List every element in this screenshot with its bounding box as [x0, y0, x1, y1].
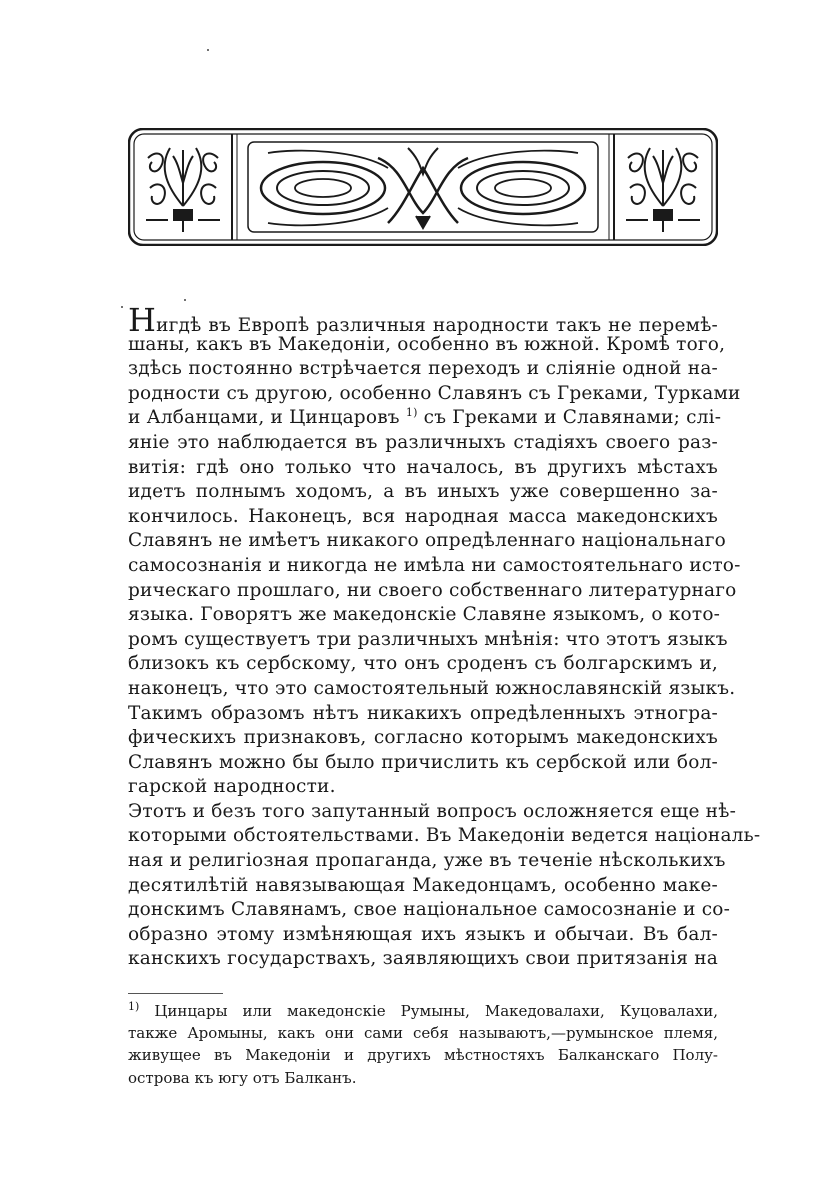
text-line: витія: гдѣ оно только что началось, въ другихъ мѣстахъ [128, 456, 718, 478]
text-line: десятилѣтій навязывающая Македонцамъ, особенно маке- [128, 874, 718, 896]
text-line: Этотъ и безъ того запутанный вопросъ осложняется еще нѣ- [128, 800, 737, 822]
text-line: образно этому измѣняющая ихъ языкъ и обычаи. Въ бал- [128, 923, 718, 945]
text-line: и Албанцами, и Цинцаровъ $^{1)}$ съ Греками и Славянами; слі- [128, 406, 722, 429]
text-line: идетъ полнымъ ходомъ, а въ иныхъ уже совершенно за- [128, 481, 718, 503]
right-lily-ornament [626, 148, 700, 232]
scan-speck [121, 306, 123, 308]
central-interlace-ornament [261, 148, 585, 228]
footnote-line: также Аромыны, какъ они сами себя называютъ,—румынское племя, [128, 1024, 718, 1043]
drop-cap: Н [128, 301, 157, 339]
text-line: рическаго прошлаго, ни своего собственнаго литературнаго [128, 579, 737, 601]
footnote-line: $^{1)}$ Цинцары или македонскіе Румыны, Македовалахи, Куцовалахи, [128, 1000, 718, 1020]
main-text [128, 301, 761, 972]
left-lily-ornament [146, 148, 220, 232]
text-line: Славянъ можно бы было причислить къ сербской или бол- [128, 751, 718, 773]
text-line: Нигдѣ въ Европѣ различныя народности такъ не перемѣ- [128, 301, 718, 339]
text-line: кончилось. Наконецъ, вся народная масса македонскихъ [128, 505, 718, 527]
text-line: гарской народности. [128, 776, 336, 798]
text-line: которыми обстоятельствами. Въ Македоніи ведется національ- [128, 825, 761, 847]
footnote-divider [128, 993, 223, 994]
footnote-marker: 1) [128, 1000, 140, 1013]
text-line: наконецъ, что это самостоятельный южнославянскій языкъ. [128, 677, 736, 699]
text-line: Славянъ не имѣетъ никакого опредѣленнаго національнаго [128, 530, 726, 552]
text-line: языка. Говорятъ же македонскіе Славяне языкомъ, о кото- [128, 604, 721, 626]
text-line: фическихъ признаковъ, согласно которымъ македонскихъ [128, 727, 718, 749]
footnote-ref[interactable]: 1) [405, 406, 418, 420]
footnote-line: живущее въ Македоніи и другихъ мѣстностяхъ Балканскаго Полу- [128, 1046, 718, 1065]
text-line: самосознанія и никогда не имѣла ни самостоятельнаго исто- [128, 554, 741, 576]
ornamental-headpiece [128, 128, 718, 246]
text-line: шаны, какъ въ Македоніи, особенно въ южной. Кромѣ того, [128, 333, 726, 355]
text-line: Такимъ образомъ нѣтъ никакихъ опредѣленныхъ этногра- [128, 702, 718, 724]
text-line: яніе это наблюдается въ различныхъ стадіяхъ своего раз- [128, 431, 718, 453]
scan-speck [207, 49, 209, 51]
text-line: близокъ къ сербскому, что онъ сроденъ съ болгарскимъ и, [128, 653, 718, 675]
footnote [128, 1000, 718, 1089]
text-line: ромъ существуетъ три различныхъ мнѣнія: что этотъ языкъ [128, 628, 728, 650]
text-line: родности съ другою, особенно Славянъ съ Греками, Турками [128, 382, 741, 404]
text-line: канскихъ государствахъ, заявляющихъ свои притязанія на [128, 948, 718, 970]
scan-speck [184, 299, 186, 301]
footnote-line: острова къ югу отъ Балканъ. [128, 1068, 357, 1087]
text-line: ная и религіозная пропаганда, уже въ теченіе нѣсколькихъ [128, 850, 726, 872]
text-line: донскимъ Славянамъ, свое національное самосознаніе и со- [128, 899, 731, 921]
text-line: здѣсь постоянно встрѣчается переходъ и сліяніе одной на- [128, 358, 718, 380]
